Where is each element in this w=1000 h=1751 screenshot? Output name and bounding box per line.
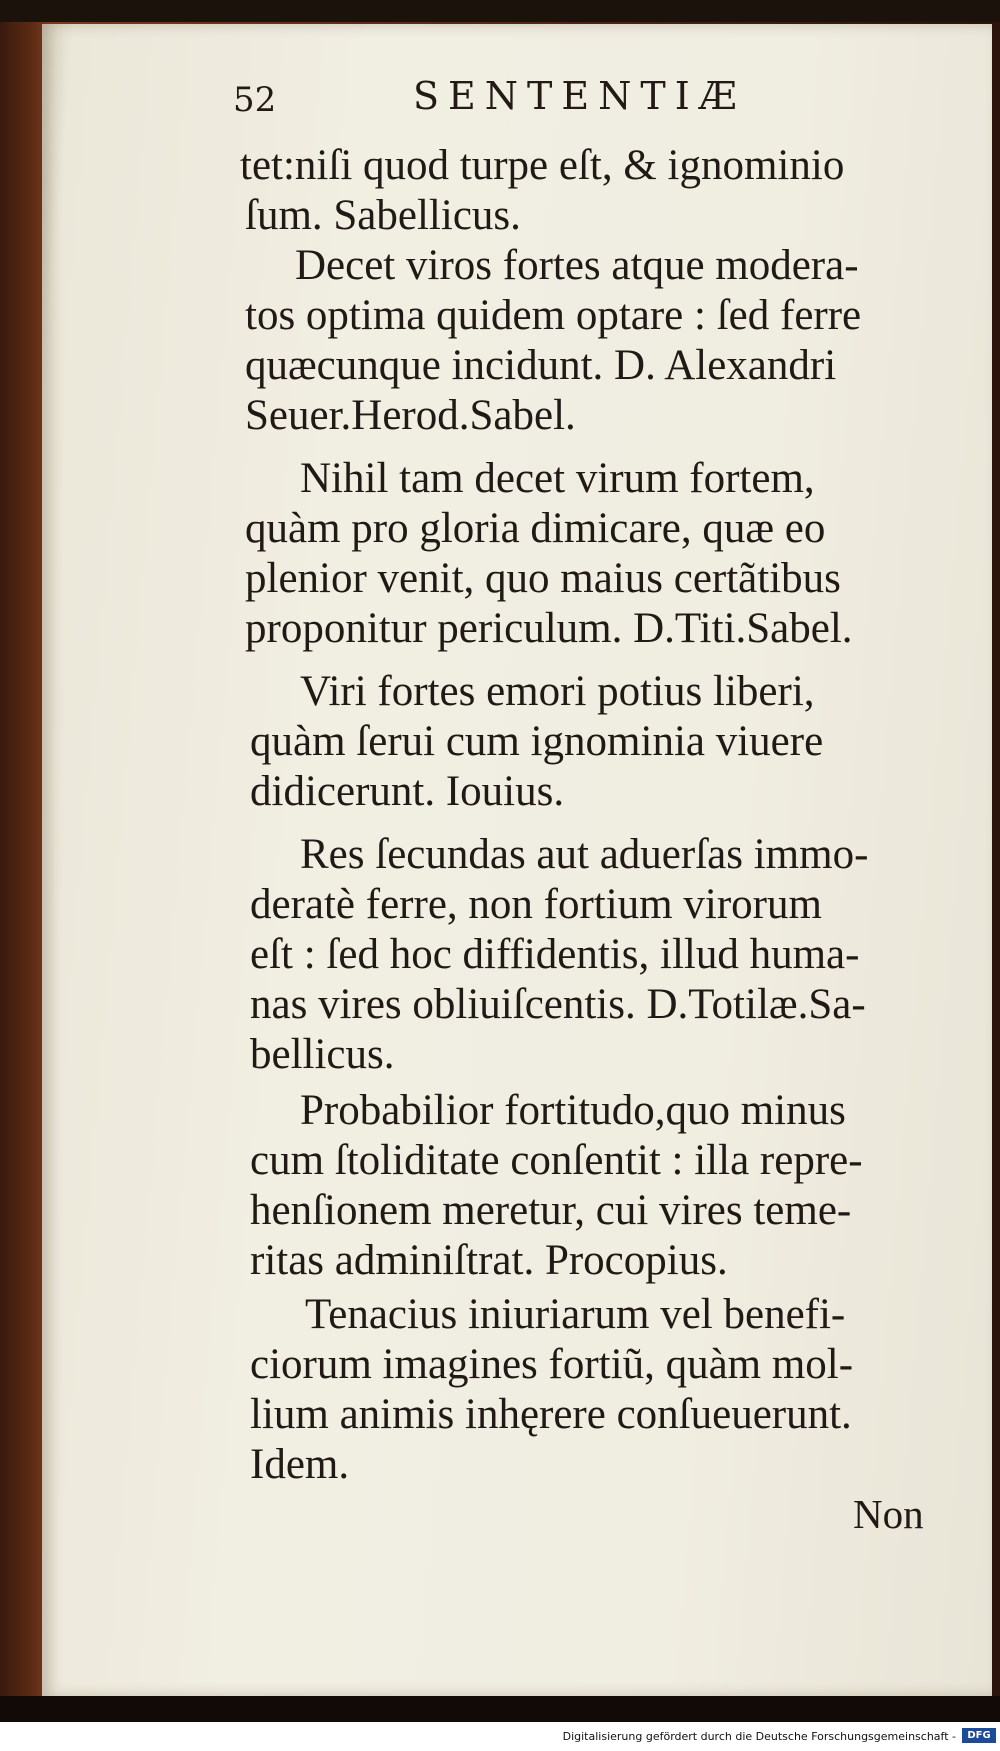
text-line: Decet viros fortes atque modera- bbox=[295, 242, 859, 289]
top-dark-strip bbox=[0, 0, 1000, 22]
text-line: Viri fortes emori potius liberi, bbox=[300, 668, 815, 715]
text-line: henſionem meretur, cui vires teme- bbox=[250, 1187, 852, 1234]
text-line: tet:niſi quod turpe eſt, & ignominio bbox=[240, 142, 845, 189]
text-line: Nihil tam decet virum fortem, bbox=[300, 455, 815, 502]
text-line: Seuer.Herod.Sabel. bbox=[245, 392, 576, 439]
text-line: didicerunt. Iouius. bbox=[250, 768, 565, 815]
text-line: ritas adminiſtrat. Procopius. bbox=[250, 1237, 728, 1284]
text-line: proponitur periculum. D.Titi.Sabel. bbox=[245, 605, 853, 652]
running-title: SENTENTIÆ bbox=[413, 74, 746, 118]
text-line: Idem. bbox=[250, 1441, 350, 1488]
text-line: plenior venit, quo maius certãtibus bbox=[245, 555, 841, 602]
text-line: bellicus. bbox=[250, 1031, 395, 1078]
digitization-footer bbox=[0, 1722, 1000, 1751]
text-line: ſum. Sabellicus. bbox=[245, 192, 521, 239]
text-line: quàm pro gloria dimicare, quæ eo bbox=[245, 505, 826, 552]
dfg-logo: DFG bbox=[962, 1728, 996, 1743]
text-line: deratè ferre, non fortium virorum bbox=[250, 881, 822, 928]
funding-credit: Digitalisierung gefördert durch die Deutsche Forschungsgemeinschaft - bbox=[562, 1730, 956, 1743]
text-line: eſt : ſed hoc diffidentis, illud huma- bbox=[250, 931, 860, 978]
catchword: Non bbox=[853, 1491, 924, 1537]
page-header bbox=[233, 74, 773, 134]
text-line: ciorum imagines fortiũ, quàm mol- bbox=[250, 1341, 854, 1388]
text-line: nas vires obliuiſcentis. D.Totilæ.Sa- bbox=[250, 981, 866, 1028]
text-line: cum ſtoliditate conſentit : illa repre- bbox=[250, 1137, 863, 1184]
text-line: quæcunque incidunt. D. Alexandri bbox=[245, 342, 837, 389]
text-line: Res ſecundas aut aduerſas immo- bbox=[300, 831, 869, 878]
text-line: Probabilior fortitudo,quo minus bbox=[300, 1087, 846, 1134]
bottom-dark-strip bbox=[0, 1696, 1000, 1722]
text-line: tos optima quidem optare : ſed ferre bbox=[245, 292, 862, 339]
text-line: quàm ſerui cum ignominia viuere bbox=[250, 718, 824, 765]
text-line: Tenacius iniuriarum vel benefi- bbox=[305, 1291, 846, 1338]
page-number: 52 bbox=[233, 80, 277, 120]
text-line: lium animis inhęrere conſueuerunt. bbox=[250, 1391, 852, 1438]
